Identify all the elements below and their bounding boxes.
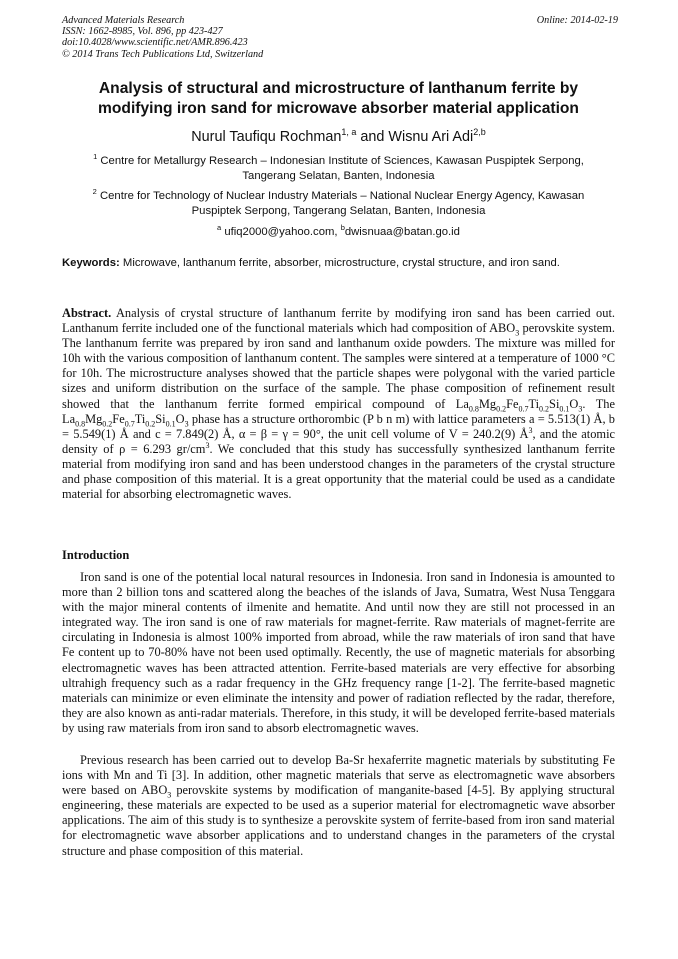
formula-sub: 0.2 (102, 419, 113, 429)
journal-header (62, 15, 618, 60)
abstract-text-6: . We concluded that this study has successfully synthesized lanthanum ferrite material from modifying iron sand and has been understood changes in the parameters of the crystal structure and phase composition of this material. It is a great opportunity that the material could be used as a candidate material for absorbing electromagnetic waves. (62, 441, 615, 502)
paragraph-2-text-2: perovskite systems by modification of manganite-based [4-5]. By applying structural engineering, these materials are expected to be used as a superior material for electromagnetic wave absorber applications. The aim of this study is to synthesize a perovskite system of ferrite-based from iron sand material for electromagnetic wave absorber applications and to understand changes in the parameters of the crystal structure and phase composition of this material. (62, 783, 615, 858)
affiliation-2-line-2: Puspiptek Serpong, Tangerang Selatan, Banten, Indonesia (191, 204, 486, 217)
formula-sub: 0.1 (559, 404, 570, 414)
title-line-1: Analysis of structural and microstructure of lanthanum ferrite by (98, 80, 579, 97)
author-emails (62, 221, 615, 239)
formula-sub: 0.1 (165, 419, 176, 429)
affiliation-2 (62, 185, 615, 218)
formula-sub: 0.7 (518, 404, 529, 414)
formula-sub: 0.2 (539, 404, 550, 414)
author-1: Nurul Taufiqu Rochman (191, 128, 342, 145)
introduction-paragraph-1: Iron sand is one of the potential local natural resources in Indonesia. Iron sand in Indonesia is amounted to more than 2 billion tons and scattered along the beaches of the islands of Java, Sumatra, West Nusa Tenggara with the major mineral contents of ilmenite and hematite. And until now they are still not processed in an integrated way. The iron sand is one of raw materials for magnet-ferrite. Raw materials of magnet-ferrite are circulating in Indonesia is almost 100% imported from abroad, while the raw materials of iron sand that have Fe content up to 70-80% have not been used optimally. Recently, the use of magnetic materials for absorbing electromagnetic waves has been attracted attention. Ferrite-based materials are very effective for absorbing ultrahigh frequency such as a radar frequency in the GHz frequency range [1-2]. The ferrite-based magnetic materials can minimize or even eliminate the intensity and power of radiation reflected by the radar, therefore, they are also known as anti-radar materials. Therefore, in this study, it will be developed ferrite-based materials by using raw materials from iron sand to absorb electromagnetic waves. (62, 570, 615, 735)
volume-unit-superscript: 3 (528, 425, 533, 435)
formula-sub: 0.2 (496, 404, 507, 414)
paragraph-2-text-1: Previous research has been carried out to develop Ba-Sr hexaferrite magnetic materials by substituting Fe ions with Mn and Ti [3]. In addition, other magnetic materials that serve as electromagnetic wave absorbers were based on ABO (62, 753, 615, 798)
formula-element: Si (155, 411, 166, 426)
formula-sub: 0.2 (145, 419, 156, 429)
email-b-marker: b (340, 223, 345, 232)
formula-element: Mg (478, 396, 497, 411)
formula-element: Mg (85, 411, 103, 426)
formula-element: Fe (112, 411, 125, 426)
section-heading-introduction: Introduction (62, 548, 130, 562)
title-line-2: modifying iron sand for microwave absorber material application (98, 100, 579, 117)
abstract-text-2: perovskite system. The lanthanum ferrite was prepared by iron sand and lanthanum oxide powders. The mixture was milled for 10h with the various composition of lanthanum content. The samples were sintered at a temperature of 1000 °C for 10h. The microstructure analyses showed that the particle shapes were polygonal with the varied particle sizes and uniform distribution on the surface of the sample. The phase composition of refinement result showed that the lanthanum ferrite formed empirical compound of La (62, 321, 615, 411)
formula-element: O (569, 396, 579, 411)
author-2: Wisnu Ari Adi (388, 128, 474, 145)
formula-sub: 0.7 (124, 419, 135, 429)
online-date: Online: 2014-02-19 (536, 15, 618, 26)
affiliation-2-number: 2 (92, 187, 97, 196)
formula-element: Fe (506, 396, 519, 411)
formula-sub: 0.8 (468, 404, 479, 414)
keywords-text: Microwave, lanthanum ferrite, absorber, microstructure, crystal structure, and iron sand. (119, 257, 560, 269)
author-conjunction: and (356, 128, 389, 145)
email-b[interactable]: dwisnuaa@batan.go.id (344, 225, 460, 238)
abstract-subscript: 3 (515, 328, 520, 338)
formula-element: Si (549, 396, 560, 411)
formula-sub: 0.8 (75, 419, 86, 429)
formula-element: Ti (528, 396, 540, 411)
affiliation-2-line-1: Centre for Technology of Nuclear Industry Materials – National Nuclear Energy Agency, Kawasan (96, 189, 585, 202)
formula-element: O (175, 411, 185, 426)
formula-sub: 3 (184, 419, 189, 429)
author-2-affiliation: 2,b (473, 127, 486, 137)
introduction-paragraph-2 (62, 753, 615, 859)
email-a-marker: a (217, 223, 222, 232)
formula-element: Ti (134, 411, 146, 426)
abstract-text-4: phase has a structure orthorombic (P b n m) with lattice parameters a = 5.513(1) Å, b = 5.549(1) Å and c = 7.849(2) Å, α = β = γ = 90°, the unit cell volume of V = 240.2(9) Å (62, 411, 615, 441)
email-a[interactable]: ufiq2000@yahoo.com, (221, 225, 341, 238)
keywords (62, 256, 615, 270)
issn-line: ISSN: 1662-8985, Vol. 896, pp 423-427 (62, 26, 223, 38)
abstract-text-1: Analysis of crystal structure of lanthanum ferrite by modifying iron sand has been carried out. Lanthanum ferrite included one of the functional materials which had composition of ABO (62, 306, 615, 336)
author-1-affiliation: 1, a (341, 127, 357, 137)
density-unit-superscript: 3 (205, 440, 210, 450)
paper-title (62, 79, 615, 119)
formula-sub: 3 (578, 404, 583, 414)
abstract-label: Abstract. (62, 306, 112, 320)
abstract-text-5: , and the atomic density of ρ = 6.293 gr/cm (62, 426, 616, 456)
journal-name: Advanced Materials Research (62, 15, 185, 26)
affiliation-1 (62, 150, 615, 183)
author-list (62, 123, 615, 146)
affiliation-1-number: 1 (93, 152, 98, 161)
paragraph-2-subscript: 3 (167, 790, 172, 800)
abstract (62, 306, 615, 502)
abstract-text-3: . The La (62, 396, 615, 426)
copyright-line: © 2014 Trans Tech Publications Ltd, Switzerland (62, 48, 264, 60)
affiliation-1-line-1: Centre for Metallurgy Research – Indonesian Institute of Sciences, Kawasan Puspiptek Serpong, (97, 154, 584, 167)
doi-line: doi:10.4028/www.scientific.net/AMR.896.423 (62, 37, 248, 49)
keywords-label: Keywords: (62, 257, 120, 269)
affiliation-1-line-2: Tangerang Selatan, Banten, Indonesia (242, 169, 435, 182)
